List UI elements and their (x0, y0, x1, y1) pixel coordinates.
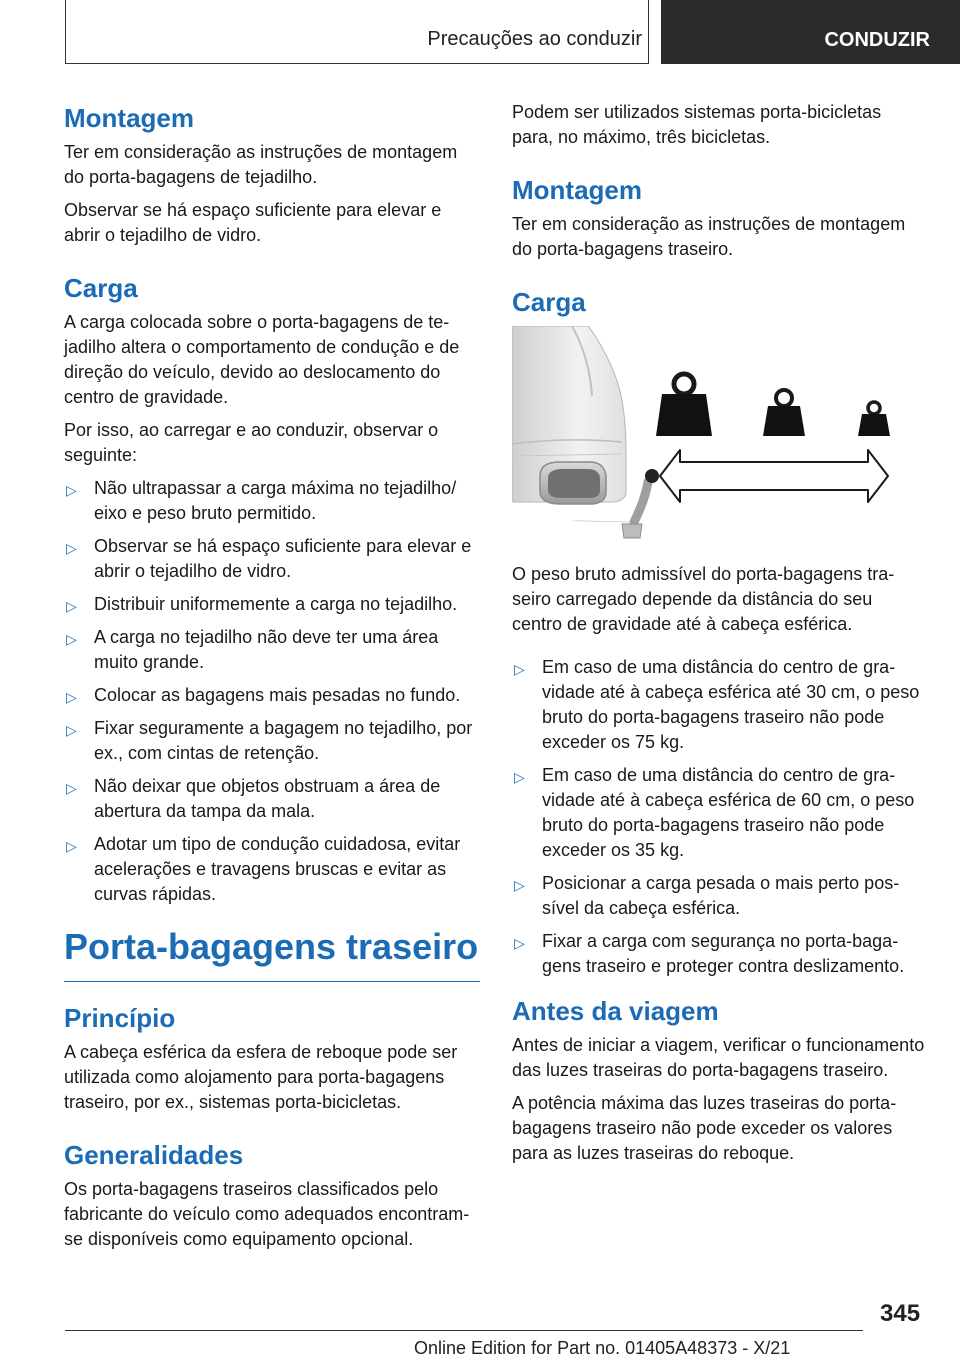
left-column (64, 100, 480, 1260)
list-item: ▷ A carga no tejadilho não deve ter uma área muito grande. (66, 627, 439, 672)
list-item: ▷ Em caso de uma distância do centro de gravidade até à cabeça esférica até 30 cm, o peso bruto do porta-bagagens traseiro não pode exceder os 75 kg. (514, 657, 920, 752)
heading-montagem: Montagem (64, 103, 194, 133)
list-item: ▷ Adotar um tipo de condução cuidadosa, evitar acelerações e travagens bruscas e evitar as curvas rápidas. (66, 834, 461, 904)
list-item: ▷ Fixar seguramente a bagagem no tejadilho, por ex., com cintas de retenção. (66, 718, 473, 763)
paragraph: Observar se há espaço suficiente para elevar e abrir o tejadilho de vidro. (64, 200, 442, 245)
paragraph: A potência máxima das luzes traseiras do porta-bagagens traseiro não pode exceder os valores para as luzes traseiras do reboque. (512, 1093, 897, 1163)
list-item: ▷ Em caso de uma distância do centro de gravidade até à cabeça esférica de 60 cm, o peso bruto do porta-bagagens traseiro não pode exceder os 35 kg. (514, 765, 915, 860)
triangle-right-outline-icon: ▷ (514, 769, 525, 785)
right-column (512, 100, 926, 1174)
chapter-tab (661, 0, 960, 64)
header-rule (65, 63, 649, 64)
paragraph: Podem ser utilizados sistemas porta-bicicletas para, no máximo, três bicicletas. (512, 102, 882, 147)
heading-carga: Carga (64, 273, 138, 303)
list-item: ▷ Observar se há espaço suficiente para elevar e abrir o tejadilho de vidro. (66, 536, 472, 581)
triangle-right-outline-icon: ▷ (66, 540, 77, 556)
list-item: ▷ Colocar as bagagens mais pesadas no fundo. (64, 683, 480, 708)
footer-rule (65, 1330, 863, 1331)
paragraph: Os porta-bagagens traseiros classificados pelo fabricante do veículo como adequados encontram-se disponíveis como equipamento opcional. (64, 1179, 470, 1249)
section-title: Precauções ao conduzir (427, 28, 642, 50)
heading-carga: Carga (512, 287, 586, 317)
paragraph: Antes de iniciar a viagem, verificar o funcionamento das luzes traseiras do porta-bagagens traseiro. (512, 1035, 925, 1080)
triangle-right-outline-icon: ▷ (514, 935, 525, 951)
paragraph: Por isso, ao carregar e ao conduzir, observar o seguinte: (64, 420, 439, 465)
heading-porta-bagagens-traseiro: Porta-bagagens traseiro (64, 925, 480, 982)
triangle-right-outline-icon: ▷ (66, 722, 77, 738)
paragraph: A carga colocada sobre o porta-bagagens de tejadilho altera o comportamento de condução e de direção do veículo, devido ao deslocamento do centro de gravidade. (64, 312, 460, 407)
distance-arrow (660, 450, 888, 502)
rear-carrier-illustration (512, 326, 926, 544)
list-item: ▷ Não deixar que objetos obstruam a área de abertura da tampa da mala. (66, 776, 441, 821)
paragraph: Ter em consideração as instruções de montagem do porta-bagagens de tejadilho. (64, 142, 458, 187)
list-item: ▷ Não ultrapassar a carga máxima no tejadilho/ eixo e peso bruto permitido. (66, 478, 457, 523)
chapter-tab-label: CONDUZIR (824, 29, 930, 51)
paragraph: Ter em consideração as instruções de montagem do porta-bagagens traseiro. (512, 214, 906, 259)
triangle-right-outline-icon: ▷ (514, 877, 525, 893)
list-item: ▷ Fixar a carga com segurança no porta-bagagens traseiro e proteger contra deslizamento. (514, 931, 905, 976)
heading-generalidades: Generalidades (64, 1140, 244, 1170)
footer-edition: Online Edition for Part no. 01405A48373 - X/21 (414, 1338, 791, 1358)
triangle-right-outline-icon: ▷ (66, 838, 77, 854)
triangle-right-outline-icon: ▷ (514, 661, 525, 677)
bullet-list-roof (64, 476, 480, 907)
car-rear-bumper (512, 326, 672, 544)
list-item: ▷ Posicionar a carga pesada o mais perto possível da cabeça esférica. (514, 873, 900, 918)
heading-montagem: Montagem (512, 175, 642, 205)
header-rule-mid (648, 0, 649, 64)
weight-icon (858, 402, 890, 436)
triangle-right-outline-icon: ▷ (66, 631, 77, 647)
paragraph: O peso bruto admissível do porta-bagagens traseiro carregado depende da distância do seu centro de gravidade até à cabeça esférica. (512, 564, 895, 634)
triangle-right-outline-icon: ▷ (66, 780, 77, 796)
triangle-right-outline-icon: ▷ (66, 598, 77, 614)
header-rule-left (65, 0, 66, 64)
triangle-right-outline-icon: ▷ (66, 689, 77, 705)
rear-carrier-diagram (512, 326, 926, 544)
paragraph: A cabeça esférica da esfera de reboque pode ser utilizada como alojamento para porta-bagagens traseiro, por ex., sistemas porta-bicicletas. (64, 1042, 458, 1112)
bullet-list-rear (512, 655, 926, 979)
list-item: ▷ Distribuir uniformemente a carga no tejadilho. (64, 592, 480, 617)
triangle-right-outline-icon: ▷ (66, 482, 77, 498)
page-number: 345 (880, 1300, 921, 1327)
heading-antes-da-viagem: Antes da viagem (512, 996, 719, 1026)
weight-icon (763, 390, 805, 436)
weight-icon (656, 374, 712, 436)
heading-principio: Princípio (64, 1003, 176, 1033)
tow-ball-hitch (622, 469, 659, 538)
